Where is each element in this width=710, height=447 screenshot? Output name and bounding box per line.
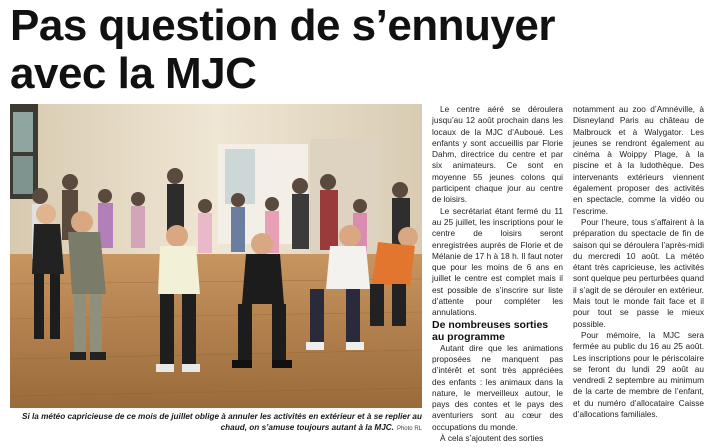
paragraph: Pour l’heure, tous s’affairent à la préparation du spectacle de fin de saison qui se déroulera l’après-midi du mercredi 10 août. La météo étant très capricieuse, les activités sont quelque peu perturbées quand il s’agit de se dérouler en extérieur. Mais tout le monde fait face et il pour tout se passe le mieux possible.	[573, 216, 705, 329]
article-column-2	[573, 104, 704, 420]
paragraph: Autant dire que les animations proposées ne manquent pas d’intérêt et sont très appréciées des enfants : les animaux dans la nature, le merveilleux autour, le pays des contes et le pays des aventuriers sont au cœur des occupations du monde.	[432, 342, 563, 432]
caption-text: Si la météo capricieuse de ce mois de juillet oblige à annuler les activités en extérieur et à se replier au chaud, on s’amuse toujours autant à la MJC.	[22, 412, 422, 432]
paragraph: Le secrétariat étant fermé du 11 au 25 juillet, les inscriptions pour le centre de loisirs seront enregistrées auprès de Florie et de Mélanie de 17 h à 18 h. Il faut noter que pour les moins de 6 ans en juillet le centre est complet mais il est possible de s’inscrire sur liste d’attente pour compléter les annulations.	[432, 205, 563, 318]
article-column-1	[432, 104, 563, 444]
subheading: De nombreuses sorties au programme	[432, 318, 549, 343]
photo-caption	[10, 411, 422, 435]
article-photo	[10, 104, 422, 408]
headline-line-2: avec la MJC	[10, 49, 257, 98]
paragraph: notamment au zoo d’Amnéville, à Disneyland Paris au château de Malbrouck et à Walygator. Les jeunes se rendront également au cinéma à Woippy Plage, à la piscine et à la ludothèque. Des intervenants extérieurs viennent également proposer des activités en spectacle, comme la vidéo ou l’escrime.	[573, 104, 704, 216]
headline-line-1: Pas question de s’ennuyer	[10, 1, 555, 50]
headline	[10, 2, 700, 98]
photo-children-exercising	[10, 104, 422, 408]
photo-credit: Photo RL	[396, 426, 422, 432]
paragraph: Pour mémoire, la MJC sera fermée au public du 16 au 25 août. Les inscriptions pour le périscolaire se feront du lundi 29 août au vendredi 2 septembre au minimum de la carte de membre de l’enfant, et du numéro d’allocataire Caisse d’allocations familiales.	[573, 329, 704, 420]
paragraph: À cela s’ajoutent des sorties	[440, 433, 544, 444]
paragraph: Le centre aéré se déroulera jusqu’au 12 août prochain dans les locaux de la MJC d’Auboué. Les enfants y sont accueillis par Florie Dahm, directrice du centre et par six animateurs. Ce sont en moyenne 55 jeunes colons qui participent chaque jour au centre de loisirs.	[432, 104, 563, 205]
